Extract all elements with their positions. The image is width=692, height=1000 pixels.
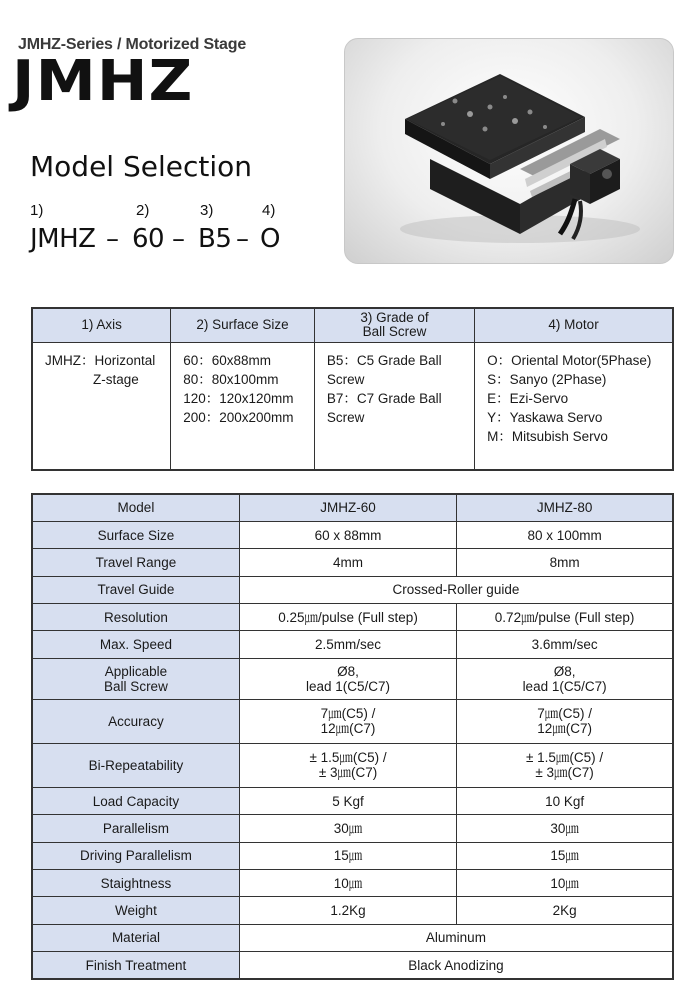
spec-header-jmhz-80: JMHZ-80 [457, 494, 673, 521]
spec-header-model: Model [32, 494, 239, 521]
spec-value-jmhz-60: 0.25㎛/pulse (Full step) [239, 604, 456, 631]
spec-value-both: Crossed-Roller guide [239, 576, 673, 603]
spec-value-jmhz-80: 30㎛ [457, 815, 673, 842]
spec-value-jmhz-80: 10㎛ [457, 870, 673, 897]
spec-value-both: Aluminum [239, 924, 673, 951]
model-code-motor: O [260, 224, 280, 254]
ball-screw-options [314, 342, 474, 470]
spec-row [32, 870, 673, 897]
spec-label: Accuracy [32, 699, 239, 743]
header-axis: 1) Axis [32, 308, 171, 342]
motor-option: S：Sanyo (2Phase) [487, 371, 607, 387]
spec-value-jmhz-60: ± 1.5㎛(C5) / ± 3㎛(C7) [239, 743, 456, 787]
spec-value-jmhz-60: 1.2Kg [239, 897, 456, 924]
spec-value-both: Black Anodizing [239, 952, 673, 979]
spec-value-jmhz-80: 0.72㎛/pulse (Full step) [457, 604, 673, 631]
series-title: JMHZ-Series / Motorized Stage [18, 36, 247, 53]
model-code-dash: – [172, 224, 185, 254]
spec-header-jmhz-60: JMHZ-60 [239, 494, 456, 521]
spec-row [32, 658, 673, 699]
axis-option: Z-stage [93, 371, 139, 387]
motor-option: M：Mitsubish Servo [487, 428, 608, 444]
model-code-index-4: 4) [262, 202, 276, 219]
model-code-axis: JMHZ [30, 224, 96, 254]
spec-value-jmhz-60: 5 Kgf [239, 787, 456, 814]
spec-value-jmhz-60: 7㎛(C5) / 12㎛(C7) [239, 699, 456, 743]
spec-value-jmhz-80: 7㎛(C5) / 12㎛(C7) [457, 699, 673, 743]
ball-screw-option: Screw [326, 371, 365, 387]
header-surface-size: 2) Surface Size [171, 308, 315, 342]
spec-label: Finish Treatment [32, 952, 239, 979]
spec-label: Travel Range [32, 549, 239, 576]
section-title: Model Selection [30, 150, 253, 183]
motor-option: E：Ezi-Servo [487, 390, 569, 406]
spec-value-jmhz-80: 8mm [457, 549, 673, 576]
spec-row [32, 897, 673, 924]
spec-value-jmhz-80: 15㎛ [457, 842, 673, 869]
ball-screw-option: Screw [326, 409, 365, 425]
motorized-stage-illustration [345, 39, 674, 264]
motor-options [475, 342, 673, 470]
spec-row [32, 842, 673, 869]
model-code-dash: – [106, 224, 119, 254]
spec-row [32, 743, 673, 787]
spec-label: Staightness [32, 870, 239, 897]
spec-row [32, 631, 673, 658]
axis-options [32, 342, 171, 470]
spec-label: Bi-Repeatability [32, 743, 239, 787]
spec-row [32, 815, 673, 842]
spec-value-jmhz-80: 10 Kgf [457, 787, 673, 814]
spec-row [32, 787, 673, 814]
spec-row [32, 952, 673, 979]
model-code-size: 60 [132, 224, 165, 254]
brand-logo-text: JMHZ [12, 49, 194, 114]
spec-label: Material [32, 924, 239, 951]
product-photo [344, 38, 674, 264]
spec-value-jmhz-60: 2.5mm/sec [239, 631, 456, 658]
model-code-screw: B5 [198, 224, 232, 254]
selection-header-row [32, 308, 673, 342]
spec-label: Travel Guide [32, 576, 239, 603]
ball-screw-option: B7：C7 Grade Ball [326, 390, 442, 406]
spec-value-jmhz-80: Ø8, lead 1(C5/C7) [457, 658, 673, 699]
surface-size-option: 60：60x88mm [183, 352, 271, 368]
spec-value-jmhz-80: ± 1.5㎛(C5) / ± 3㎛(C7) [457, 743, 673, 787]
surface-size-option: 120：120x120mm [183, 390, 294, 406]
model-code-index-3: 3) [200, 202, 214, 219]
spec-label: Parallelism [32, 815, 239, 842]
spec-value-jmhz-60: 30㎛ [239, 815, 456, 842]
spec-label: Resolution [32, 604, 239, 631]
spec-value-jmhz-60: 60 x 88mm [239, 521, 456, 548]
model-code-example [30, 202, 300, 262]
model-code-index-1: 1) [30, 202, 44, 219]
spec-value-jmhz-60: Ø8, lead 1(C5/C7) [239, 658, 456, 699]
spec-header-row [32, 494, 673, 521]
spec-row [32, 549, 673, 576]
model-code-index-2: 2) [136, 202, 150, 219]
surface-size-option: 200：200x200mm [183, 409, 294, 425]
header-motor: 4) Motor [475, 308, 673, 342]
axis-option: JMHZ：Horizontal [45, 352, 156, 368]
surface-size-options [171, 342, 315, 470]
spec-label: Driving Parallelism [32, 842, 239, 869]
spec-value-jmhz-60: 4mm [239, 549, 456, 576]
spec-label: Weight [32, 897, 239, 924]
spec-row [32, 576, 673, 603]
spec-label: Surface Size [32, 521, 239, 548]
selection-options-row [32, 342, 673, 470]
spec-row [32, 699, 673, 743]
spec-label: Load Capacity [32, 787, 239, 814]
header-grade-ball-screw: 3) Grade of Ball Screw [314, 308, 474, 342]
spec-row [32, 604, 673, 631]
ball-screw-option: B5：C5 Grade Ball [326, 352, 442, 368]
specification-table [31, 493, 674, 980]
spec-value-jmhz-60: 10㎛ [239, 870, 456, 897]
model-selection-table [31, 307, 674, 471]
motor-option: Y：Yaskawa Servo [487, 409, 603, 425]
spec-label: Applicable Ball Screw [32, 658, 239, 699]
spec-value-jmhz-60: 15㎛ [239, 842, 456, 869]
spec-value-jmhz-80: 3.6mm/sec [457, 631, 673, 658]
spec-value-jmhz-80: 80 x 100mm [457, 521, 673, 548]
motor-option: O：Oriental Motor(5Phase) [487, 352, 652, 368]
model-code-dash: – [236, 224, 249, 254]
spec-row [32, 924, 673, 951]
spec-label: Max. Speed [32, 631, 239, 658]
surface-size-option: 80：80x100mm [183, 371, 279, 387]
spec-value-jmhz-80: 2Kg [457, 897, 673, 924]
spec-row [32, 521, 673, 548]
